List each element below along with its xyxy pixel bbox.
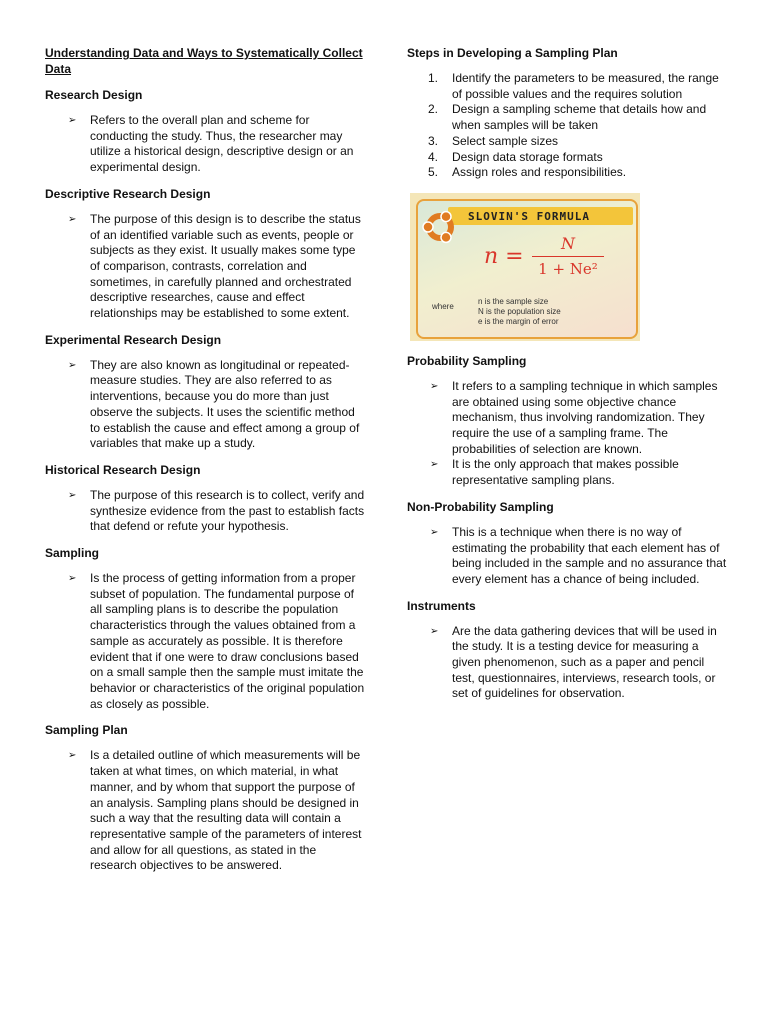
- heading-non-probability-sampling: Non-Probability Sampling: [407, 499, 554, 514]
- equation-lhs: n =: [484, 243, 524, 269]
- step-item: [407, 102, 727, 133]
- legend-line: e is the margin of error: [478, 316, 559, 326]
- arrow-bullet-icon: ➢: [68, 489, 77, 501]
- bullet-list: [407, 624, 727, 703]
- arrow-bullet-icon: ➢: [430, 526, 439, 538]
- arrow-bullet-icon: ➢: [430, 459, 439, 471]
- formula-panel: [416, 199, 638, 339]
- formula-legend: [478, 297, 561, 327]
- step-number: 5.: [428, 165, 439, 180]
- equation-denominator: 1 + Ne²: [538, 260, 598, 279]
- heading-instruments: Instruments: [407, 598, 476, 613]
- step-item: [407, 165, 727, 181]
- arrow-bullet-icon: ➢: [68, 359, 77, 371]
- list-item: [45, 113, 365, 176]
- step-number: 3.: [428, 133, 439, 148]
- bullet-list: [407, 379, 727, 489]
- bullet-list: [45, 212, 365, 322]
- bullet-text: Is a detailed outline of which measurements will be taken at what times, on which material, in what manner, and by whom that support the purpose of an analysis. Sampling plans should be designed in such a way that the resulting data will contain a representative sample of the parameters of interest and allow for all questions, as stated in the research objectives to be answered.: [90, 748, 362, 873]
- arrow-bullet-icon: ➢: [68, 750, 77, 762]
- step-text: Design a sampling scheme that details how and when samples will be taken: [452, 102, 707, 133]
- bullet-list: [45, 488, 365, 535]
- bullet-text: They are also known as longitudinal or repeated-measure studies. They are also referred to as interventions, because you do more than just observe the subjects. It uses the scientific method to establish the cause and effect among a group of variables that make up a study.: [90, 357, 360, 451]
- heading-probability-sampling: Probability Sampling: [407, 353, 527, 368]
- heading-descriptive-research-design: Descriptive Research Design: [45, 186, 211, 201]
- list-item: [407, 457, 727, 488]
- bullet-text: The purpose of this design is to describe the status of an identified variable such as events, people or subjects as they exist. It usually makes some type of comparison, contrasts, correlation and sometimes, in carefully planned and orchestrated descriptive researches, cause and effect relationships may be established to some extent.: [90, 211, 361, 321]
- legend-line: n is the sample size: [478, 296, 549, 306]
- list-item: [407, 379, 727, 458]
- bullet-list: [45, 113, 365, 176]
- list-item: [45, 212, 365, 322]
- equation-numerator: N: [561, 233, 575, 253]
- fraction-bar: [532, 256, 604, 258]
- arrow-bullet-icon: ➢: [68, 213, 77, 225]
- formula-title: SLOVIN'S FORMULA: [468, 209, 590, 223]
- equation-fraction: [532, 233, 604, 281]
- list-item: [407, 525, 727, 588]
- slovin-formula-image: [410, 193, 640, 341]
- list-item: [45, 488, 365, 535]
- ubuntu-logo-icon: [420, 207, 460, 247]
- step-text: Select sample sizes: [452, 133, 559, 148]
- bullet-text: It refers to a sampling technique in which samples are obtained using some objective chance mechanism, thus involving randomization. They require the use of a sampling frame. The probabilities of selection are known.: [452, 378, 718, 456]
- steps-list: [407, 71, 727, 181]
- step-item: [407, 134, 727, 150]
- left-sections: [45, 87, 365, 874]
- list-item: [407, 624, 727, 703]
- step-number: 4.: [428, 149, 439, 164]
- right-sections: [407, 353, 727, 702]
- arrow-bullet-icon: ➢: [68, 115, 77, 126]
- legend-where: where: [432, 301, 454, 311]
- heading-research-design: Research Design: [45, 88, 143, 102]
- step-text: Assign roles and responsibilities.: [452, 165, 627, 180]
- arrow-bullet-icon: ➢: [68, 573, 77, 585]
- left-column: [45, 45, 365, 884]
- heading-historical-research-design: Historical Research Design: [45, 462, 201, 477]
- bullet-text: It is the only approach that makes possible representative sampling plans.: [452, 457, 679, 488]
- bullet-list: [45, 748, 365, 874]
- list-item: [45, 571, 365, 712]
- arrow-bullet-icon: ➢: [430, 380, 439, 392]
- list-item: [45, 358, 365, 452]
- right-column: [407, 45, 727, 712]
- bullet-list: [407, 525, 727, 588]
- bullet-list: [45, 358, 365, 452]
- step-item: [407, 150, 727, 166]
- bullet-text: The purpose of this research is to collect, verify and synthesize evidence from the past to establish facts that defend or refute your hypothesis.: [90, 487, 365, 534]
- bullet-text: Refers to the overall plan and scheme for conducting the study. Thus, the researcher may utilize a historical design, descriptive design or an experimental design.: [90, 113, 354, 175]
- step-number: 1.: [428, 71, 439, 85]
- arrow-bullet-icon: ➢: [430, 625, 439, 637]
- heading-sampling: Sampling: [45, 546, 100, 561]
- step-text: Design data storage formats: [452, 149, 603, 164]
- bullet-text: This is a technique when there is no way of estimating the probability that each element has of being included in the sample and no assurance that every element has a chance of being included.: [452, 524, 727, 586]
- slovin-equation: [480, 229, 630, 289]
- legend-line: N is the population size: [478, 306, 561, 316]
- document-title: Understanding Data and Ways to Systematically Collect Data: [45, 46, 363, 76]
- bullet-text: Is the process of getting information from a proper subset of population. The fundamental purpose of all sampling plans is to describe the population characteristics through the values obtained from a sample as accurately as possible. It is therefore evident that if one were to draw conclusions based on a small sample then the sample must imitate the behavior or characteristics of the original population as closely as possible.: [90, 571, 365, 711]
- bullet-text: Are the data gathering devices that will be used in the study. It is a testing device for measuring a given phenomenon, such as a paper and pencil test, questionnaires, interviews, research tools, or set of guidelines for observation.: [452, 623, 717, 701]
- step-text: Identify the parameters to be measured, the range of possible values and the requires solution: [452, 71, 719, 101]
- step-item: [407, 71, 727, 102]
- steps-heading: Steps in Developing a Sampling Plan: [407, 46, 618, 60]
- step-number: 2.: [428, 102, 439, 117]
- heading-sampling-plan: Sampling Plan: [45, 723, 128, 738]
- list-item: [45, 748, 365, 874]
- heading-experimental-research-design: Experimental Research Design: [45, 332, 222, 347]
- bullet-list: [45, 571, 365, 712]
